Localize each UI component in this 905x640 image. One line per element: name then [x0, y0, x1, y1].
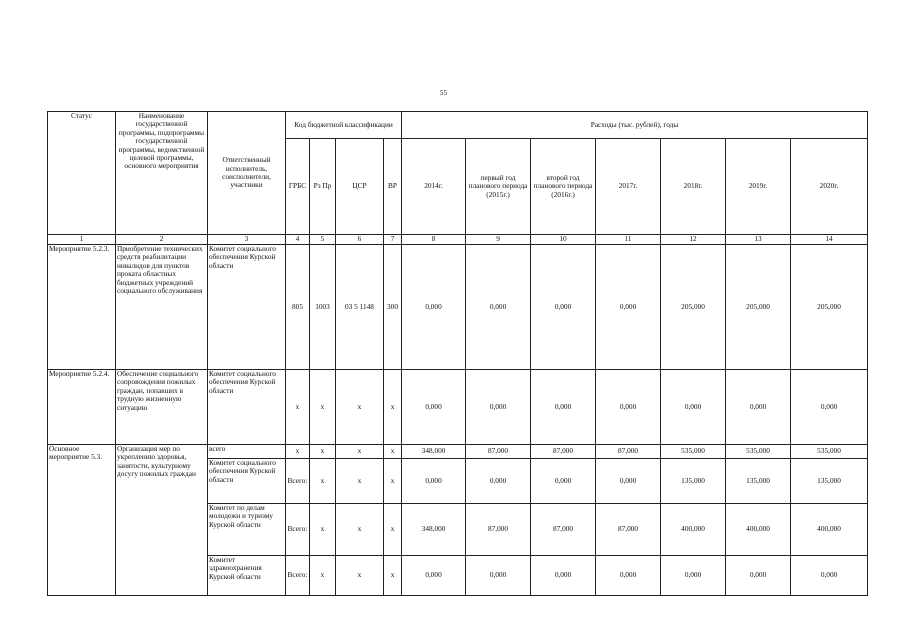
header-expenses: Расходы (тыс. рублей), годы: [402, 112, 868, 139]
row-value-2018: 205,000: [661, 245, 726, 370]
row-value-2020: 205,000: [791, 245, 868, 370]
row-rzpr: х: [310, 504, 336, 556]
header-2014: 2014г.: [402, 139, 466, 235]
header-budget-code: Код бюджетной классификации: [286, 112, 402, 139]
header-2016: второй год планового периода (2016г.): [531, 139, 596, 235]
row-vr: х: [384, 370, 402, 445]
row-value-2017: 0,000: [596, 556, 661, 596]
col-number: 13: [726, 235, 791, 245]
row-grbs: х: [286, 445, 310, 459]
row-vr: х: [384, 504, 402, 556]
row-value-2015: 0,000: [466, 370, 531, 445]
row-vr: х: [384, 556, 402, 596]
row-value-2019: 135,000: [726, 459, 791, 504]
col-number: 6: [336, 235, 384, 245]
col-number: 7: [384, 235, 402, 245]
row-executor: Комитет социального обеспечения Курской области: [208, 459, 286, 504]
row-csr: х: [336, 445, 384, 459]
row-value-2017: 0,000: [596, 245, 661, 370]
col-number: 4: [286, 235, 310, 245]
row-value-2015: 87,000: [466, 445, 531, 459]
row-value-2020: 0,000: [791, 556, 868, 596]
col-number: 3: [208, 235, 286, 245]
row-value-2018: 135,000: [661, 459, 726, 504]
col-number: 12: [661, 235, 726, 245]
page-number: 55: [440, 89, 447, 97]
row-value-2016: 0,000: [531, 556, 596, 596]
row-grbs: Всего:: [286, 459, 310, 504]
row-grbs: 805: [286, 245, 310, 370]
header-csr: ЦСР: [336, 139, 384, 235]
row-value-2019: 205,000: [726, 245, 791, 370]
row-status: Мероприятие 5.2.4.: [48, 370, 116, 445]
row-grbs: Всего:: [286, 504, 310, 556]
table-row-5-2-4: [48, 370, 868, 445]
row-value-2014: 0,000: [402, 556, 466, 596]
table-row-5-2-3: [48, 245, 868, 370]
row-value-2014: 348,000: [402, 504, 466, 556]
col-number: 14: [791, 235, 868, 245]
header-rzpr: Рз Пр: [310, 139, 336, 235]
header-vr: ВР: [384, 139, 402, 235]
row-csr: х: [336, 504, 384, 556]
col-number: 11: [596, 235, 661, 245]
row-value-2015: 0,000: [466, 459, 531, 504]
row-grbs: х: [286, 370, 310, 445]
row-name: Обеспечение социального сопровождения пожилых граждан, попавших в трудную жизненную ситуацию: [116, 370, 208, 445]
row-name: Приобретение технических средств реабилитации инвалидов для пунктов проката областных бюджетных учреждений социального обслуживания: [116, 245, 208, 370]
row-value-2020: 135,000: [791, 459, 868, 504]
row-value-2020: 0,000: [791, 370, 868, 445]
row-value-2019: 0,000: [726, 556, 791, 596]
row-value-2014: 0,000: [402, 245, 466, 370]
table-row-5-3-total: [48, 445, 868, 459]
col-number: 9: [466, 235, 531, 245]
row-rzpr: х: [310, 370, 336, 445]
row-value-2017: 87,000: [596, 445, 661, 459]
budget-table: [47, 111, 868, 596]
row-executor: Комитет социального обеспечения Курской области: [208, 245, 286, 370]
header-2019: 2019г.: [726, 139, 791, 235]
row-executor: Комитет социального обеспечения Курской области: [208, 370, 286, 445]
header-2017: 2017г.: [596, 139, 661, 235]
col-number: 10: [531, 235, 596, 245]
row-value-2015: 87,000: [466, 504, 531, 556]
row-value-2018: 0,000: [661, 370, 726, 445]
row-value-2020: 535,000: [791, 445, 868, 459]
col-number: 1: [48, 235, 116, 245]
row-rzpr: х: [310, 556, 336, 596]
row-value-2014: 0,000: [402, 459, 466, 504]
row-value-2018: 400,000: [661, 504, 726, 556]
col-number: 8: [402, 235, 466, 245]
row-rzpr: 1003: [310, 245, 336, 370]
row-vr: х: [384, 445, 402, 459]
header-executor: Ответственный исполнитель, соисполнители, участники: [208, 112, 286, 235]
row-csr: х: [336, 370, 384, 445]
row-value-2019: 400,000: [726, 504, 791, 556]
row-value-2015: 0,000: [466, 556, 531, 596]
row-value-2019: 0,000: [726, 370, 791, 445]
row-value-2018: 535,000: [661, 445, 726, 459]
row-value-2016: 0,000: [531, 459, 596, 504]
row-value-2019: 535,000: [726, 445, 791, 459]
row-value-2014: 348,000: [402, 445, 466, 459]
column-number-row: [48, 235, 868, 245]
row-value-2015: 0,000: [466, 245, 531, 370]
row-name: Организация мер по укреплению здоровья, занятости, культурному досугу пожилых граждан: [116, 445, 208, 596]
row-value-2016: 87,000: [531, 504, 596, 556]
row-value-2017: 0,000: [596, 459, 661, 504]
row-executor: Комитет здравоохранения Курской области: [208, 556, 286, 596]
row-csr: 03 5 1148: [336, 245, 384, 370]
row-csr: х: [336, 556, 384, 596]
row-value-2016: 87,000: [531, 445, 596, 459]
header-row-1: [48, 112, 868, 139]
row-value-2016: 0,000: [531, 370, 596, 445]
header-grbs: ГРБС: [286, 139, 310, 235]
row-value-2014: 0,000: [402, 370, 466, 445]
row-value-2020: 400,000: [791, 504, 868, 556]
row-value-2016: 0,000: [531, 245, 596, 370]
header-name: Наименование государственной программы, подпрограммы государственной программы, ведомственной целевой программы, основного мероприятия: [116, 112, 208, 235]
row-rzpr: х: [310, 459, 336, 504]
row-status: Мероприятие 5.2.3.: [48, 245, 116, 370]
header-2020: 2020г.: [791, 139, 868, 235]
row-executor: всего: [208, 445, 286, 459]
col-number: 5: [310, 235, 336, 245]
row-executor: Комитет по делам молодежи и туризму Курской области: [208, 504, 286, 556]
header-2018: 2018г.: [661, 139, 726, 235]
header-2015: первый год планового периода (2015г.): [466, 139, 531, 235]
row-rzpr: х: [310, 445, 336, 459]
row-csr: х: [336, 459, 384, 504]
col-number: 2: [116, 235, 208, 245]
row-value-2017: 87,000: [596, 504, 661, 556]
header-status: Статус: [48, 112, 116, 235]
row-value-2018: 0,000: [661, 556, 726, 596]
row-grbs: Всего:: [286, 556, 310, 596]
row-vr: х: [384, 459, 402, 504]
row-vr: 300: [384, 245, 402, 370]
row-status: Основное мероприятие 5.3.: [48, 445, 116, 596]
row-value-2017: 0,000: [596, 370, 661, 445]
